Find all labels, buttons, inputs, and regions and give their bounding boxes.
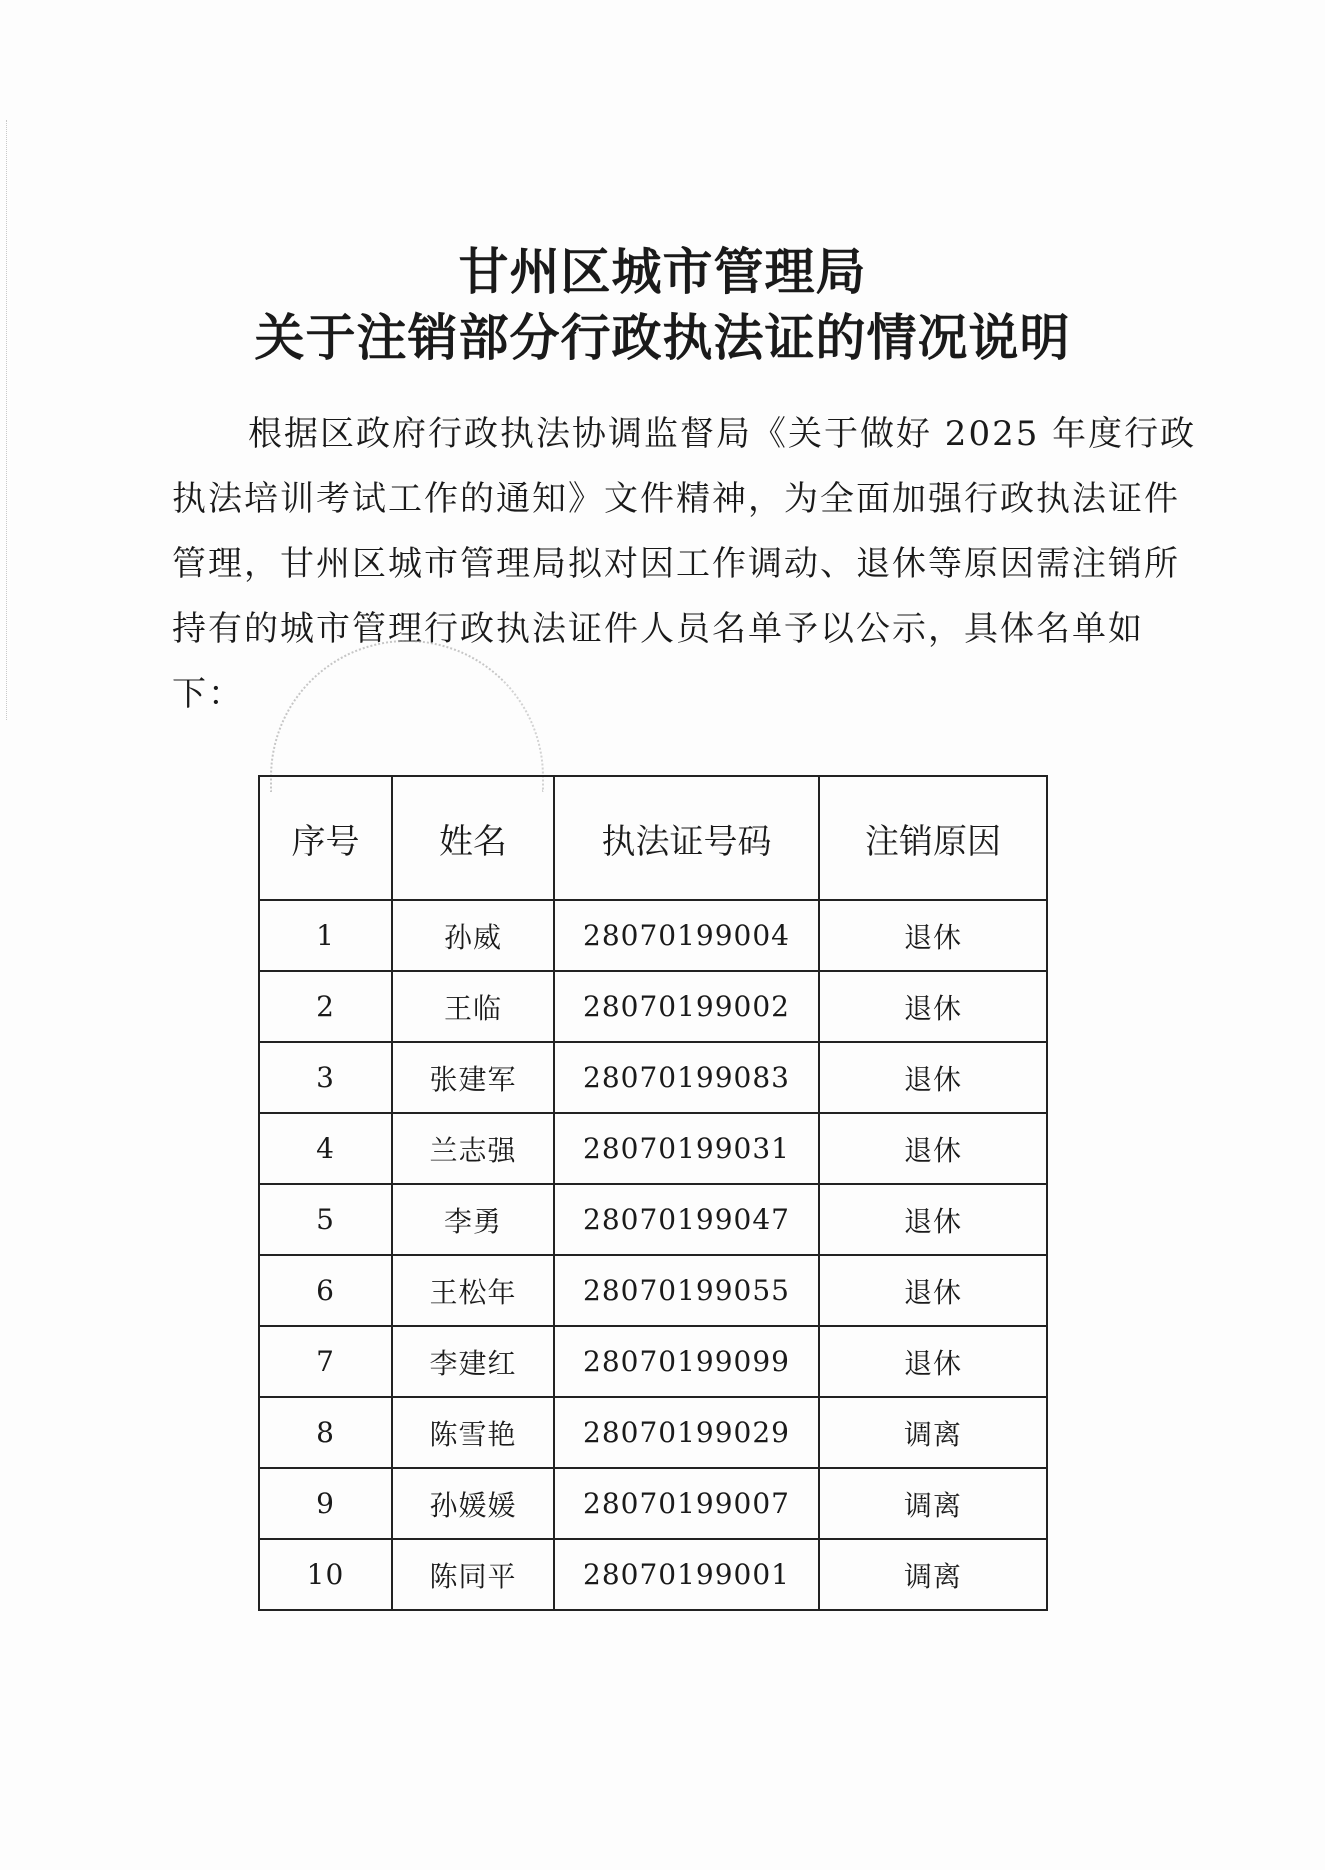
table-row bbox=[259, 1468, 1047, 1539]
cell-name: 陈雪艳 bbox=[392, 1397, 554, 1468]
cell-serial: 4 bbox=[259, 1113, 392, 1184]
cell-cert-number: 28070199001 bbox=[554, 1539, 819, 1610]
document-title-line1: 甘州区城市管理局 bbox=[458, 242, 867, 301]
cell-name: 王临 bbox=[392, 971, 554, 1042]
cell-name: 李勇 bbox=[392, 1184, 554, 1255]
header-cert-number: 执法证号码 bbox=[554, 776, 819, 900]
cell-serial: 10 bbox=[259, 1539, 392, 1610]
cell-cert-number: 28070199099 bbox=[554, 1326, 819, 1397]
cell-cert-number: 28070199029 bbox=[554, 1397, 819, 1468]
cell-reason: 退休 bbox=[819, 900, 1047, 971]
revocation-table bbox=[258, 775, 1048, 1611]
document-title-line2: 关于注销部分行政执法证的情况说明 bbox=[254, 308, 1071, 367]
body-line-5: 下： bbox=[172, 674, 244, 714]
table-row bbox=[259, 900, 1047, 971]
cell-serial: 5 bbox=[259, 1184, 392, 1255]
cell-reason: 调离 bbox=[819, 1539, 1047, 1610]
cell-reason: 退休 bbox=[819, 1326, 1047, 1397]
scan-margin-marks bbox=[6, 120, 9, 720]
cell-serial: 8 bbox=[259, 1397, 392, 1468]
cell-reason: 退休 bbox=[819, 1184, 1047, 1255]
cell-cert-number: 28070199047 bbox=[554, 1184, 819, 1255]
table-row bbox=[259, 1539, 1047, 1610]
table-row bbox=[259, 1397, 1047, 1468]
cell-reason: 退休 bbox=[819, 971, 1047, 1042]
cell-cert-number: 28070199002 bbox=[554, 971, 819, 1042]
cell-cert-number: 28070199031 bbox=[554, 1113, 819, 1184]
cell-name: 李建红 bbox=[392, 1326, 554, 1397]
cell-reason: 调离 bbox=[819, 1468, 1047, 1539]
cell-cert-number: 28070199083 bbox=[554, 1042, 819, 1113]
cell-cert-number: 28070199055 bbox=[554, 1255, 819, 1326]
cell-name: 张建军 bbox=[392, 1042, 554, 1113]
table-row bbox=[259, 1326, 1047, 1397]
cell-name: 王松年 bbox=[392, 1255, 554, 1326]
header-name: 姓名 bbox=[392, 776, 554, 900]
header-reason: 注销原因 bbox=[819, 776, 1047, 900]
cell-serial: 9 bbox=[259, 1468, 392, 1539]
cell-cert-number: 28070199007 bbox=[554, 1468, 819, 1539]
cell-reason: 退休 bbox=[819, 1042, 1047, 1113]
table-row bbox=[259, 1113, 1047, 1184]
cell-name: 孙威 bbox=[392, 900, 554, 971]
table-header-row bbox=[259, 776, 1047, 900]
table-row bbox=[259, 1042, 1047, 1113]
cell-serial: 7 bbox=[259, 1326, 392, 1397]
body-line-4: 持有的城市管理行政执法证件人员名单予以公示，具体名单如 bbox=[172, 609, 1144, 649]
cell-cert-number: 28070199004 bbox=[554, 900, 819, 971]
cell-serial: 3 bbox=[259, 1042, 392, 1113]
body-line-3: 管理，甘州区城市管理局拟对因工作调动、退休等原因需注销所 bbox=[172, 544, 1180, 584]
body-line-1: 根据区政府行政执法协调监督局《关于做好 2025 年度行政 bbox=[248, 414, 1197, 454]
cell-reason: 退休 bbox=[819, 1255, 1047, 1326]
faint-seal-stamp bbox=[270, 640, 544, 792]
table-row bbox=[259, 1184, 1047, 1255]
header-serial: 序号 bbox=[259, 776, 392, 900]
cell-name: 兰志强 bbox=[392, 1113, 554, 1184]
body-line-2: 执法培训考试工作的通知》文件精神，为全面加强行政执法证件 bbox=[172, 479, 1180, 519]
cell-serial: 6 bbox=[259, 1255, 392, 1326]
table-row bbox=[259, 971, 1047, 1042]
cell-name: 陈同平 bbox=[392, 1539, 554, 1610]
cell-reason: 退休 bbox=[819, 1113, 1047, 1184]
cell-serial: 1 bbox=[259, 900, 392, 971]
cell-serial: 2 bbox=[259, 971, 392, 1042]
table-row bbox=[259, 1255, 1047, 1326]
cell-name: 孙媛媛 bbox=[392, 1468, 554, 1539]
cell-reason: 调离 bbox=[819, 1397, 1047, 1468]
